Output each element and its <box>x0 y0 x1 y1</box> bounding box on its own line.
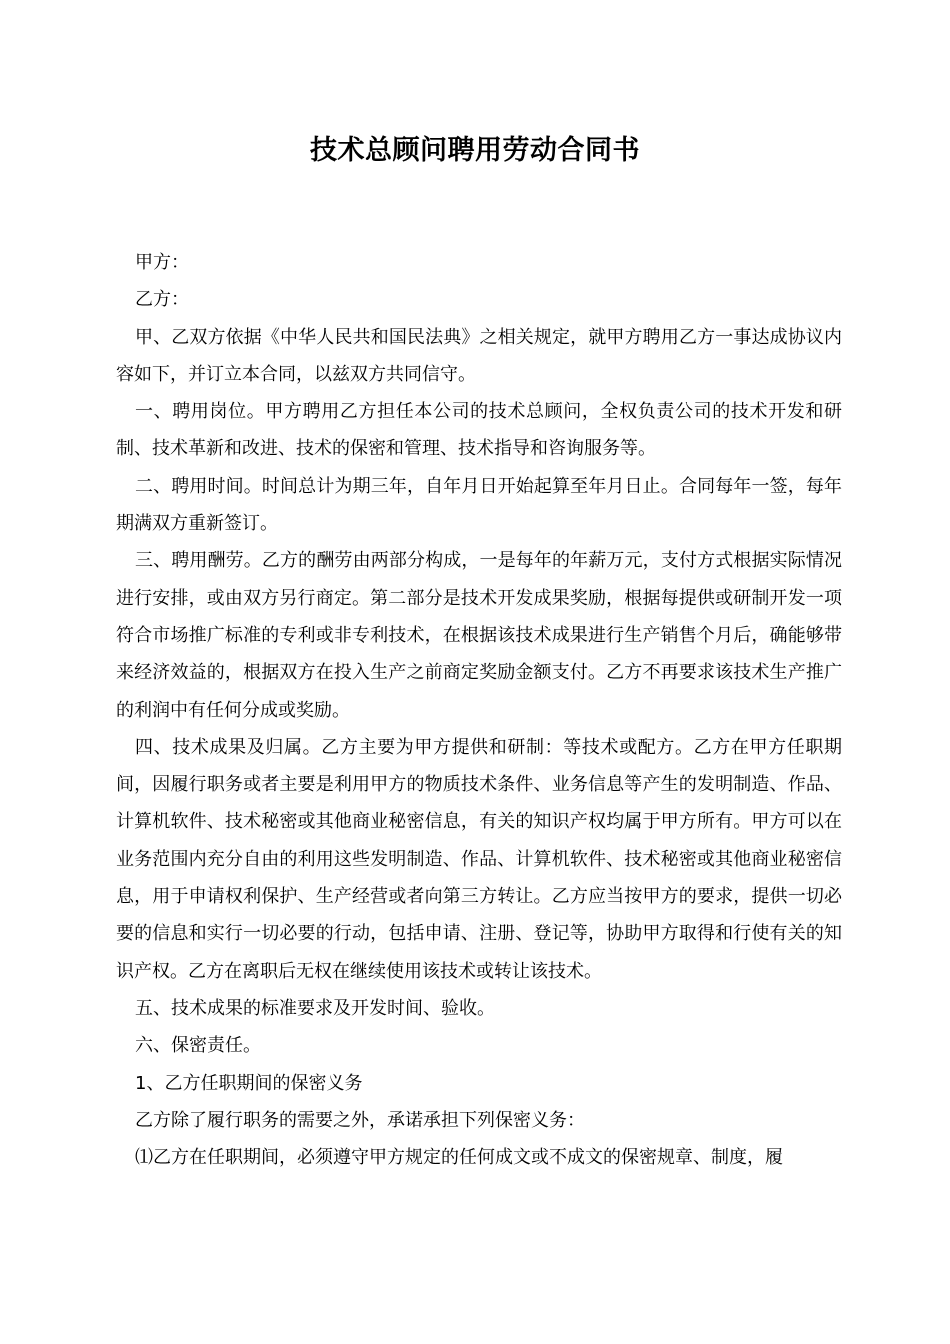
party-a-line: 甲方： <box>135 252 189 273</box>
document-body <box>116 244 842 1176</box>
clause-compensation: 三、聘用酬劳。乙方的酬劳由两部分构成，一是每年的年薪万元，支付方式根据实际情况进行安排，或由双方另行商定。第二部分是技术开发成果奖励，根据每提供或研制开发一项符合市场推广标准的专利或非专利技术，在根据该技术成果进行生产销售个月后，确能够带来经济效益的，根据双方在投入生产之前商定奖励金额支付。乙方不再要求该技术生产推广的利润中有任何分成或奖励。 <box>116 550 842 721</box>
clause-ownership: 四、技术成果及归属。乙方主要为甲方提供和研制：等技术或配方。乙方在甲方任职期间，因履行职务或者主要是利用甲方的物质技术条件、业务信息等产生的发明制造、作品、计算机软件、技术秘密或其他商业秘密信息，有关的知识产权均属于甲方所有。甲方可以在业务范围内充分自由的利用这些发明制造、作品、计算机软件、技术秘密或其他商业秘密信息，用于申请权利保护、生产经营或者向第三方转让。乙方应当按甲方的要求，提供一切必要的信息和实行一切必要的行动，包括申请、注册、登记等，协助甲方取得和行使有关的知识产权。乙方在离职后无权在继续使用该技术或转让该技术。 <box>116 736 842 982</box>
confidentiality-item-1: ⑴乙方在任职期间，必须遵守甲方规定的任何成文或不成文的保密规章、制度，履 <box>135 1147 783 1169</box>
clause-standards: 五、技术成果的标准要求及开发时间、验收。 <box>135 997 495 1019</box>
party-b-line: 乙方： <box>135 289 189 311</box>
subclause-heading: 1、乙方任职期间的保密义务 <box>135 1072 363 1094</box>
clause-confidentiality: 六、保密责任。 <box>135 1035 261 1057</box>
document-title: 技术总顾问聘用劳动合同书 <box>310 135 640 166</box>
confidentiality-intro: 乙方除了履行职务的需要之外，承诺承担下列保密义务： <box>135 1109 585 1131</box>
clause-term: 二、聘用时间。时间总计为期三年，自年月日开始起算至年月日止。合同每年一签，每年期满双方重新签订。 <box>116 475 842 535</box>
preamble-paragraph: 甲、乙双方依据《中华人民共和国民法典》之相关规定，就甲方聘用乙方一事达成协议内容如下，并订立本合同，以兹双方共同信守。 <box>116 326 842 385</box>
clause-position: 一、聘用岗位。甲方聘用乙方担任本公司的技术总顾问，全权负责公司的技术开发和研制、技术革新和改进、技术的保密和管理、技术指导和咨询服务等。 <box>116 401 842 460</box>
